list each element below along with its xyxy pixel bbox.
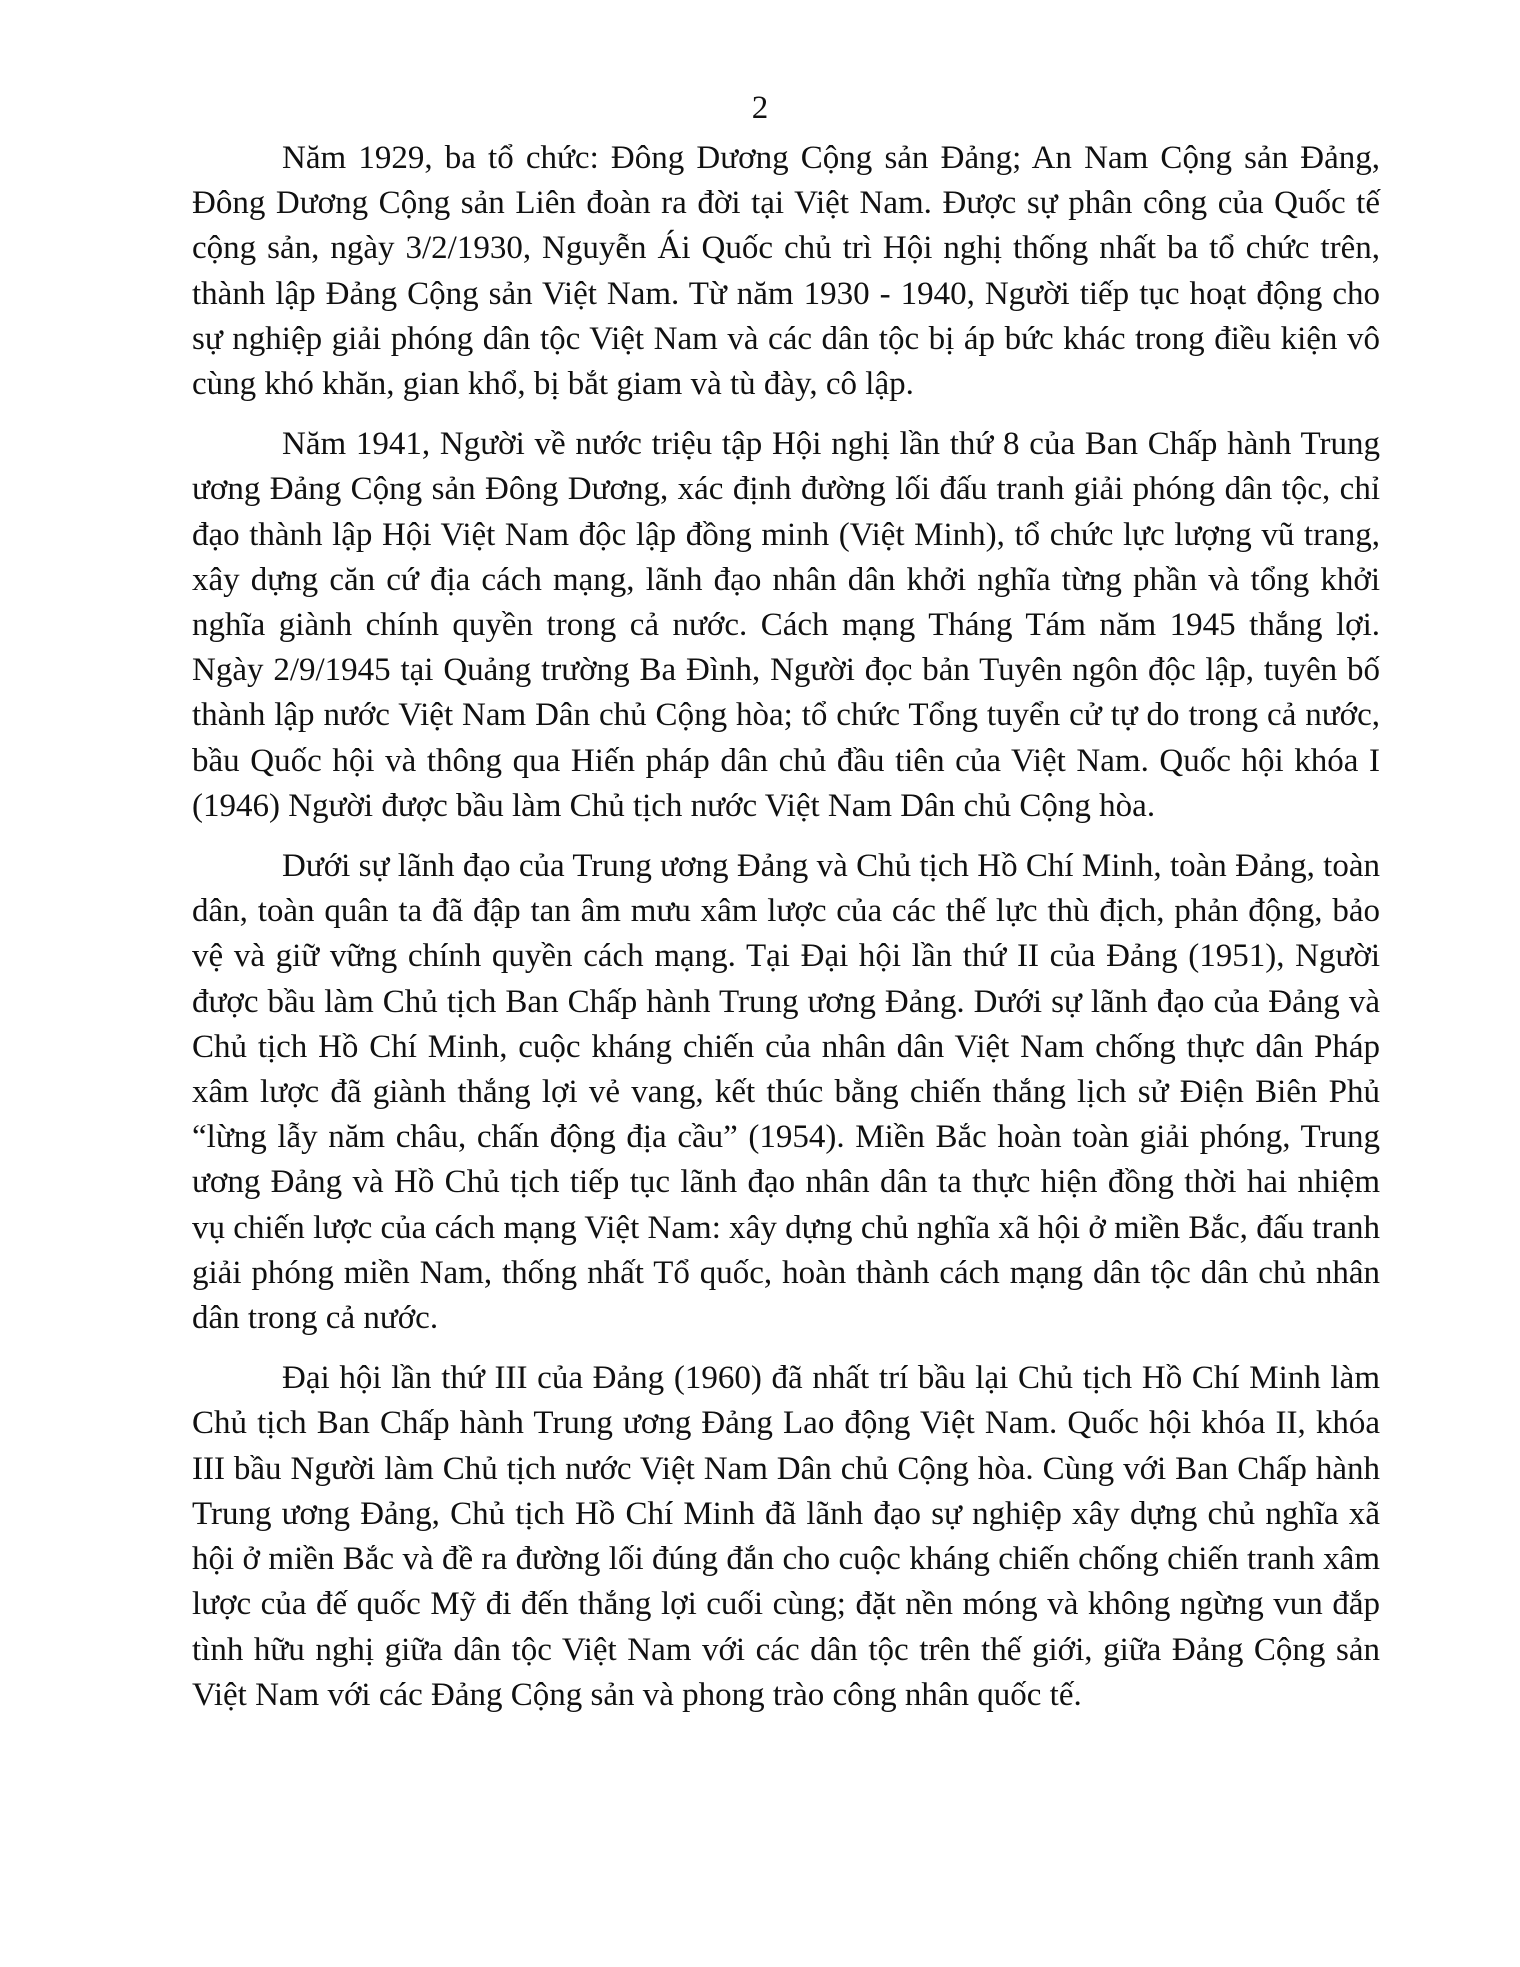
page-number: 2 (751, 90, 769, 126)
paragraph-1941-revolution: Năm 1941, Người về nước triệu tập Hội nghị lần thứ 8 của Ban Chấp hành Trung ương Đảng Cộng sản Đông Dương, xác định đường lối đấu tranh giải phóng dân tộc, chỉ đạo thành lập Hội Việt Nam độc lập đồng minh (Việt Minh), tổ chức lực lượng vũ trang, xây dựng căn cứ địa cách mạng, lãnh đạo nhân dân khởi nghĩa từng phần và tổng khởi nghĩa giành chính quyền trong cả nước. Cách mạng Tháng Tám năm 1945 thắng lợi. Ngày 2/9/1945 tại Quảng trường Ba Đình, Người đọc bản Tuyên ngôn độc lập, tuyên bố thành lập nước Việt Nam Dân chủ Cộng hòa; tổ chức Tổng tuyển cử tự do trong cả nước, bầu Quốc hội và thông qua Hiến pháp dân chủ đầu tiên của Việt Nam. Quốc hội khóa I (1946) Người được bầu làm Chủ tịch nước Việt Nam Dân chủ Cộng hòa. (192, 426, 1380, 824)
document-body (192, 136, 1380, 1718)
paragraph-resistance-war: Dưới sự lãnh đạo của Trung ương Đảng và Chủ tịch Hồ Chí Minh, toàn Đảng, toàn dân, toàn quân ta đã đập tan âm mưu xâm lược của các thế lực thù địch, phản động, bảo vệ và giữ vững chính quyền cách mạng. Tại Đại hội lần thứ II của Đảng (1951), Người được bầu làm Chủ tịch Ban Chấp hành Trung ương Đảng. Dưới sự lãnh đạo của Đảng và Chủ tịch Hồ Chí Minh, cuộc kháng chiến của nhân dân Việt Nam chống thực dân Pháp xâm lược đã giành thắng lợi vẻ vang, kết thúc bằng chiến thắng lịch sử Điện Biên Phủ “lừng lẫy năm châu, chấn động địa cầu” (1954). Miền Bắc hoàn toàn giải phóng, Trung ương Đảng và Hồ Chủ tịch tiếp tục lãnh đạo nhân dân ta thực hiện đồng thời hai nhiệm vụ chiến lược của cách mạng Việt Nam: xây dựng chủ nghĩa xã hội ở miền Bắc, đấu tranh giải phóng miền Nam, thống nhất Tổ quốc, hoàn thành cách mạng dân tộc dân chủ nhân dân trong cả nước. (192, 848, 1380, 1337)
paragraph-1929-founding: Năm 1929, ba tổ chức: Đông Dương Cộng sản Đảng; An Nam Cộng sản Đảng, Đông Dương Cộng sản Liên đoàn ra đời tại Việt Nam. Được sự phân công của Quốc tế cộng sản, ngày 3/2/1930, Nguyễn Ái Quốc chủ trì Hội nghị thống nhất ba tổ chức trên, thành lập Đảng Cộng sản Việt Nam. Từ năm 1930 - 1940, Người tiếp tục hoạt động cho sự nghiệp giải phóng dân tộc Việt Nam và các dân tộc bị áp bức khác trong điều kiện vô cùng khó khăn, gian khổ, bị bắt giam và tù đày, cô lập. (192, 140, 1380, 403)
paragraph-third-congress: Đại hội lần thứ III của Đảng (1960) đã nhất trí bầu lại Chủ tịch Hồ Chí Minh làm Chủ tịch Ban Chấp hành Trung ương Đảng Lao động Việt Nam. Quốc hội khóa II, khóa III bầu Người làm Chủ tịch nước Việt Nam Dân chủ Cộng hòa. Cùng với Ban Chấp hành Trung ương Đảng, Chủ tịch Hồ Chí Minh đã lãnh đạo sự nghiệp xây dựng chủ nghĩa xã hội ở miền Bắc và đề ra đường lối đúng đắn cho cuộc kháng chiến chống chiến tranh xâm lược của đế quốc Mỹ đi đến thắng lợi cuối cùng; đặt nền móng và không ngừng vun đắp tình hữu nghị giữa dân tộc Việt Nam với các dân tộc trên thế giới, giữa Đảng Cộng sản Việt Nam với các Đảng Cộng sản và phong trào công nhân quốc tế. (192, 1360, 1380, 1713)
